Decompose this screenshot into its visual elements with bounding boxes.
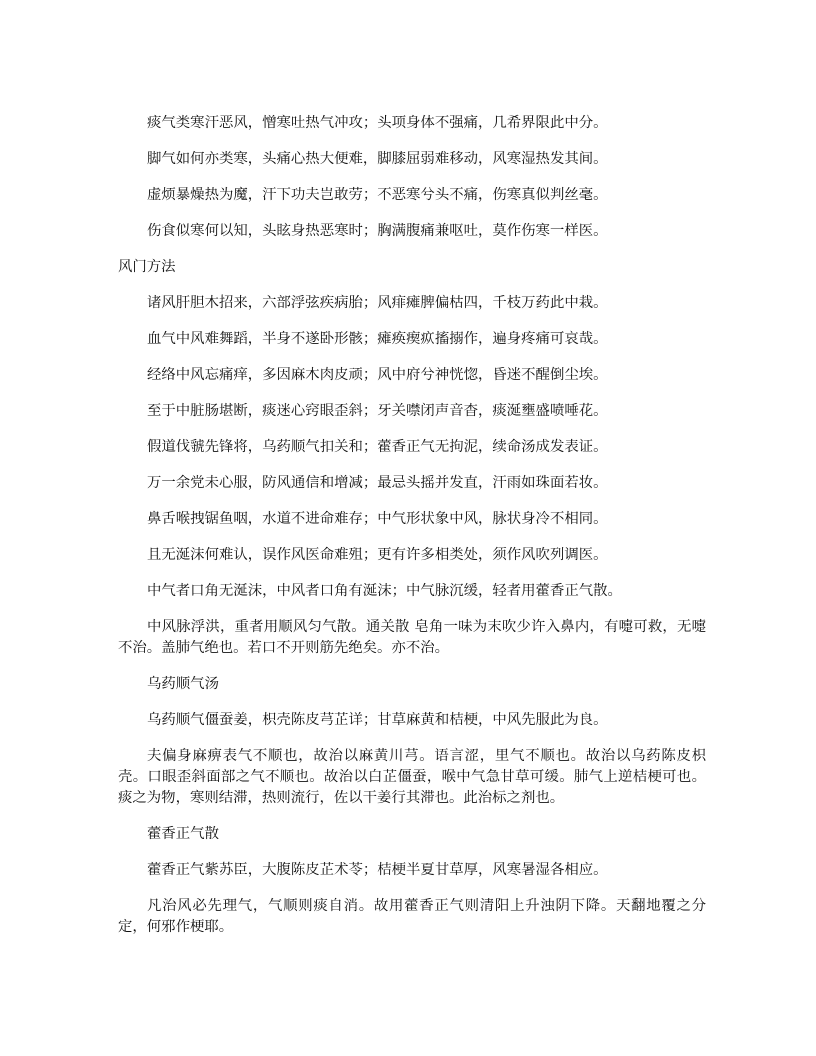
- paragraph: 痰气类寒汗恶风，憎寒吐热气冲攻；头项身体不强痛，几希界限此中分。: [147, 115, 608, 131]
- paragraph: 夫偏身麻痹表气不顺也，故治以麻黄川芎。语言涩，里气不顺也。故治以乌药陈皮枳壳。口眼歪斜面部之气不顺也。故治以白芷僵蚕，喉中气急甘草可缓。肺气上逆桔梗可也。痰之为物，寒则结滞，热则流行，佐以干姜行其滞也。此治标之剂也。: [118, 748, 706, 806]
- paragraph: 经络中风忘痛痒，多因麻木肉皮顽；风中府兮神恍惚，昏迷不醒倒尘埃。: [147, 367, 608, 383]
- document-page: [118, 113, 706, 953]
- paragraph: 诸风肝胆木招来，六部浮弦疾病胎；风痱瘫脾偏枯四，千枝万药此中栽。: [147, 295, 608, 311]
- paragraph: 脚气如何亦类寒，头痛心热大便难，脚膝屈弱难移动，风寒湿热发其间。: [147, 151, 608, 167]
- paragraph: 虚烦暴燥热为魔，汗下功夫岂敢劳；不恶寒兮头不痛，伤寒真似判丝毫。: [147, 187, 608, 203]
- paragraph: 乌药顺气僵蚕姜，枳壳陈皮芎芷详；甘草麻黄和桔梗，中风先服此为良。: [147, 712, 608, 728]
- paragraph: 中气者口角无涎沫，中风者口角有涎沫；中气脉沉缓，轻者用藿香正气散。: [147, 583, 622, 599]
- paragraph: 藿香正气散: [147, 826, 219, 842]
- paragraph: 藿香正气紫苏臣，大腹陈皮芷术苓；桔梗半夏甘草厚，风寒暑湿各相应。: [147, 862, 608, 878]
- paragraph: 血气中风难舞蹈，半身不遂卧形骸；瘫痪瘈疭搐搦作，遍身疼痛可哀哉。: [147, 331, 608, 347]
- paragraph: 伤食似寒何以知，头眩身热恶寒时；胸满腹痛兼呕吐，莫作伤寒一样医。: [147, 223, 608, 239]
- paragraph: 中风脉浮洪，重者用顺风匀气散。通关散 皂角一味为末吹少许入鼻内，有嚏可救，无嚏不治。盖肺气绝也。若口不开则筋先绝矣。亦不治。: [118, 619, 706, 656]
- paragraph: 至于中脏肠堪断，痰迷心窍眼歪斜；牙关噤闭声音杳，痰涎壅盛喷唾花。: [147, 403, 608, 419]
- paragraph: 鼻舌喉拽锯鱼咽，水道不进命难存；中气形状象中风，脉状身冷不相同。: [147, 511, 608, 527]
- paragraph: 且无涎沫何难认，误作风医命难殂；更有许多相类处，须作风吹列调医。: [147, 547, 608, 563]
- paragraph: 假道伐虢先锋将，乌药顺气扣关和；藿香正气无拘泥，续命汤成发表证。: [147, 439, 608, 455]
- paragraph: 凡治风必先理气，气顺则痰自消。故用藿香正气则清阳上升浊阴下降。天翻地覆之分定，何邪作梗耶。: [118, 898, 706, 935]
- paragraph: 乌药顺气汤: [147, 676, 219, 692]
- paragraph: 万一余党未心服，防风通信和增减；最忌头摇并发直，汗雨如珠面若妆。: [147, 475, 608, 491]
- section-heading: 风门方法: [118, 259, 176, 275]
